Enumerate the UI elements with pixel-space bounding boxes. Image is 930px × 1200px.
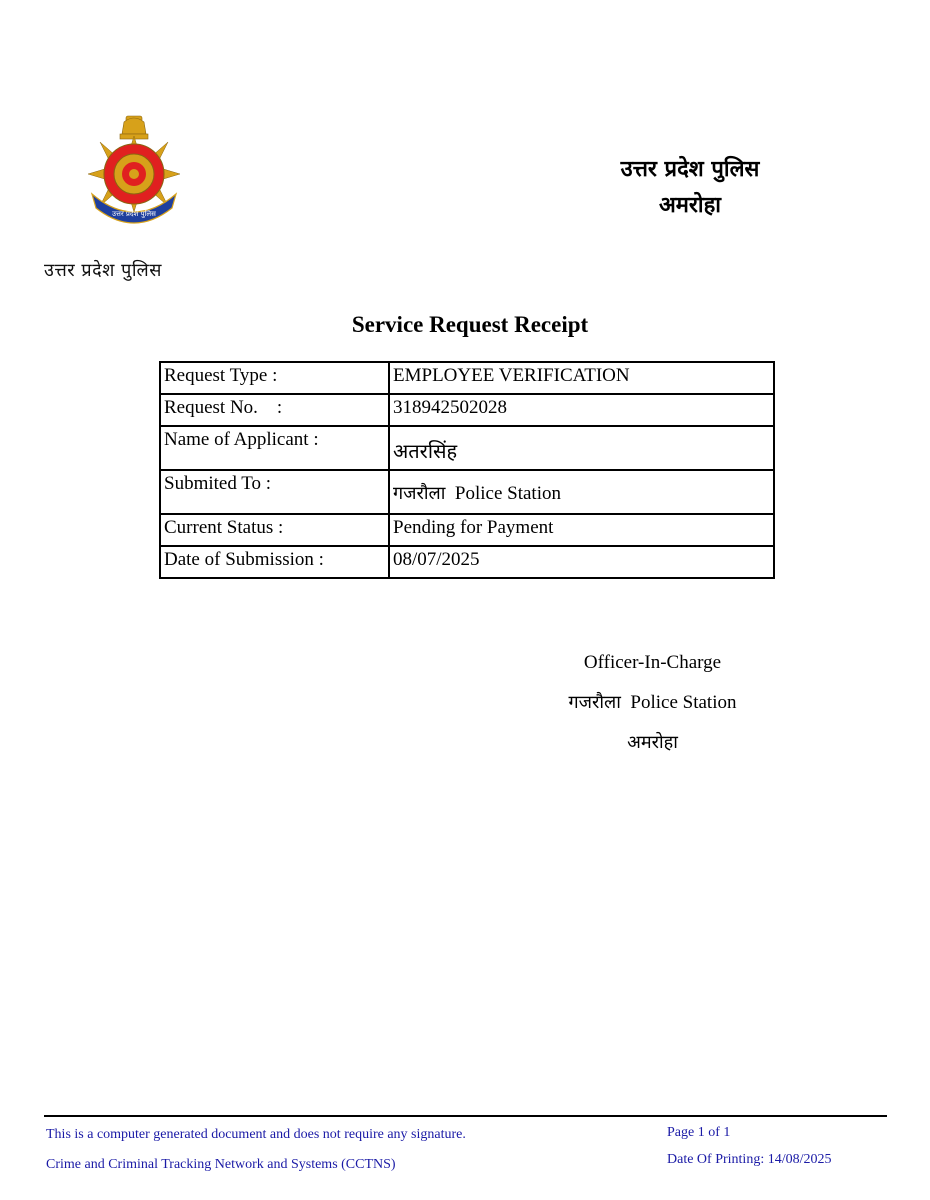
table-row bbox=[160, 362, 774, 394]
footer-divider bbox=[44, 1115, 887, 1117]
applicant-name-value bbox=[389, 426, 774, 470]
submitted-to-station-hindi: गजरौला bbox=[393, 483, 446, 504]
current-status-label: Current Status : bbox=[160, 514, 389, 546]
header-org-block bbox=[560, 152, 820, 224]
applicant-name-text: अतरसिंह bbox=[393, 439, 458, 463]
officer-designation: Officer-In-Charge bbox=[583, 652, 722, 673]
applicant-name-label: Name of Applicant : bbox=[160, 426, 389, 470]
table-row bbox=[160, 470, 774, 514]
request-details-table bbox=[159, 361, 775, 579]
submitted-to-station-suffix: Police Station bbox=[454, 483, 561, 504]
table-row bbox=[160, 514, 774, 546]
footer-system-name: Crime and Criminal Tracking Network and Systems (CCTNS) bbox=[46, 1157, 396, 1172]
table-row bbox=[160, 426, 774, 470]
request-no-label: Request No. : bbox=[160, 394, 389, 426]
submission-date-value: 08/07/2025 bbox=[389, 546, 774, 578]
header-org-name: उत्तर प्रदेश पुलिस bbox=[620, 157, 760, 182]
up-police-emblem-icon bbox=[82, 112, 186, 224]
signature-block bbox=[540, 648, 765, 768]
table-row bbox=[160, 394, 774, 426]
sub-header-org-name: उत्तर प्रदेश पुलिस bbox=[44, 260, 162, 281]
officer-station-suffix: Police Station bbox=[630, 692, 737, 713]
submission-date-label: Date of Submission : bbox=[160, 546, 389, 578]
request-type-label: Request Type : bbox=[160, 362, 389, 394]
footer-page-info: Page 1 of 1 bbox=[667, 1125, 731, 1140]
request-no-value: 318942502028 bbox=[389, 394, 774, 426]
footer-print-date: Date Of Printing: 14/08/2025 bbox=[667, 1152, 832, 1167]
submitted-to-value bbox=[389, 470, 774, 514]
footer-disclaimer: This is a computer generated document and does not require any signature. bbox=[46, 1127, 466, 1142]
request-type-value: EMPLOYEE VERIFICATION bbox=[389, 362, 774, 394]
officer-station bbox=[540, 688, 765, 728]
header-district: अमरोहा bbox=[658, 193, 722, 218]
page-title: Service Request Receipt bbox=[351, 312, 589, 337]
current-status-value: Pending for Payment bbox=[389, 514, 774, 546]
officer-district: अमरोहा bbox=[627, 732, 678, 753]
officer-station-hindi: गजरौला bbox=[568, 692, 621, 713]
table-row bbox=[160, 546, 774, 578]
submitted-to-label: Submited To : bbox=[160, 470, 389, 514]
emblem-text: उत्तर प्रदेश पुलिस bbox=[112, 210, 156, 218]
